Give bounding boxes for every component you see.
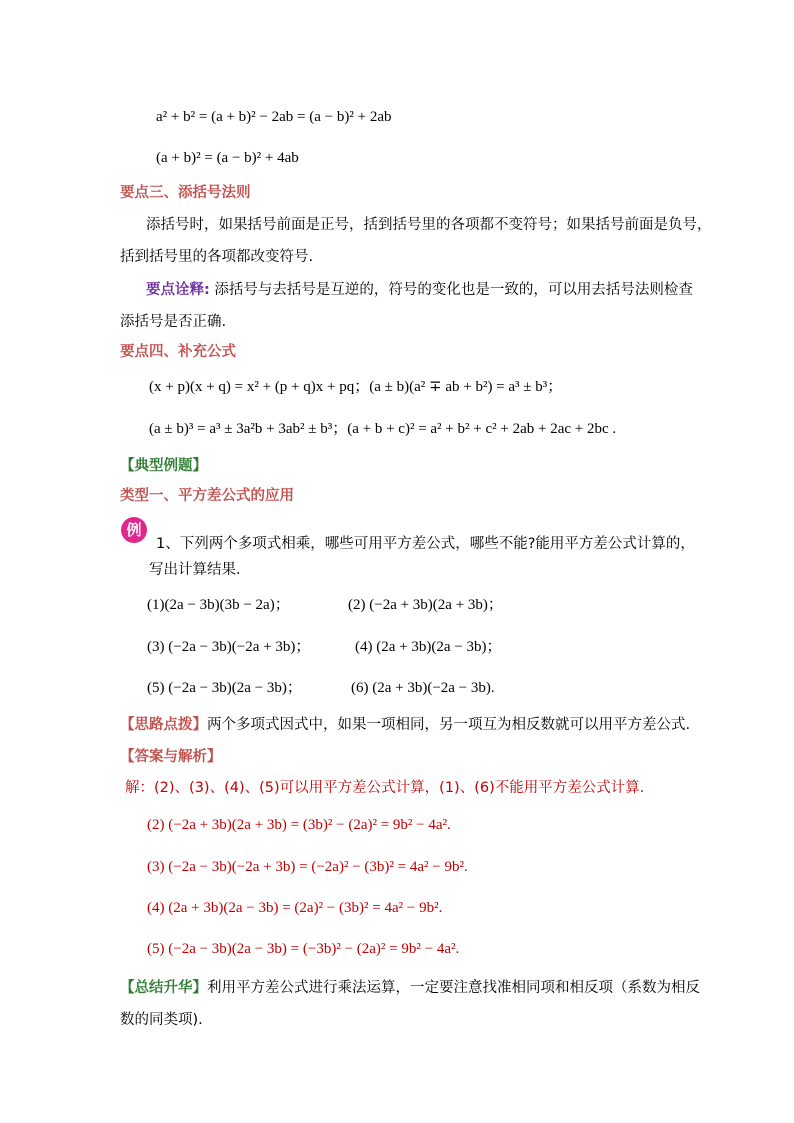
item-4: (4) (2a + 3b)(2a − 3b)； <box>355 639 502 655</box>
summary-label: 【总结升华】 <box>120 980 207 996</box>
answer-step-2: (2) (−2a + 3b)(2a + 3b) = (3b)² − (2a)² = 9b² − 4a². <box>147 817 451 833</box>
question-line2: 写出计算结果． <box>149 562 251 578</box>
answer-label: 【答案与解析】 <box>120 749 222 765</box>
item-1: (1)(2a − 3b)(3b − 2a)； <box>147 597 290 613</box>
section3-note-line1 <box>146 280 693 300</box>
section3-para-line1: 添括号时，如果括号前面是正号，括到括号里的各项都不变符号；如果括号前面是负号， <box>146 217 712 233</box>
question-line1: 1、下列两个多项式相乘，哪些可用平方差公式，哪些不能?能用平方差公式计算的， <box>156 536 695 552</box>
summary-line2: 数的同类项). <box>120 1012 203 1028</box>
answer-solution: 解：(2)、(3)、(4)、(5)可以用平方差公式计算，(1)、(6)不能用平方差公式计算． <box>125 780 655 796</box>
answer-step-4: (4) (2a + 3b)(2a − 3b) = (2a)² − (3b)² = 4a² − 9b². <box>147 900 443 916</box>
typical-examples-header: 【典型例题】 <box>120 458 207 474</box>
hint-text: 两个多项式因式中，如果一项相同，另一项互为相反数就可以用平方差公式. <box>207 717 691 733</box>
summary-line1 <box>120 978 700 998</box>
answer-step-5: (5) (−2a − 3b)(2a − 3b) = (−3b)² − (2a)² = 9b² − 4a². <box>147 941 460 957</box>
summary-text: 利用平方差公式进行乘法运算，一定要注意找准相同项和相反项（系数为相反 <box>207 980 700 996</box>
hint-line <box>120 715 690 735</box>
note-text: 添括号与去括号是互逆的，符号的变化也是一致的，可以用去括号法则检查 <box>209 282 693 298</box>
item-3: (3) (−2a − 3b)(−2a + 3b)； <box>147 639 311 655</box>
formula-expansion-2: (a + b)² = (a − b)² + 4ab <box>156 150 299 166</box>
hint-label: 【思路点拨】 <box>120 717 207 733</box>
item-2: (2) (−2a + 3b)(2a + 3b)； <box>348 597 503 613</box>
section3-title: 要点三、添括号法则 <box>120 185 251 201</box>
formula-expansion-1: a² + b² = (a + b)² − 2ab = (a − b)² + 2ab <box>156 109 392 125</box>
supplement-formula-1: (x + p)(x + q) = x² + (p + q)x + pq；(a ± b)(a² ∓ ab + b²) = a³ ± b³； <box>149 379 563 395</box>
section4-title: 要点四、补充公式 <box>120 344 236 360</box>
note-label: 要点诠释: <box>146 282 210 298</box>
answer-step-3: (3) (−2a − 3b)(−2a + 3b) = (−2a)² − (3b)² = 4a² − 9b². <box>147 859 468 875</box>
type1-title: 类型一、平方差公式的应用 <box>120 488 294 504</box>
example-badge: 例 <box>121 517 147 543</box>
item-6: (6) (2a + 3b)(−2a − 3b). <box>351 680 495 696</box>
section3-para-line2: 括到括号里的各项都改变符号. <box>120 249 314 265</box>
item-5: (5) (−2a − 3b)(2a − 3b)； <box>147 680 302 696</box>
section3-note-line2: 添括号是否正确. <box>120 314 227 330</box>
supplement-formula-2: (a ± b)³ = a³ ± 3a²b + 3ab² ± b³；(a + b + c)² = a² + b² + c² + 2ab + 2ac + 2bc . <box>149 421 617 437</box>
